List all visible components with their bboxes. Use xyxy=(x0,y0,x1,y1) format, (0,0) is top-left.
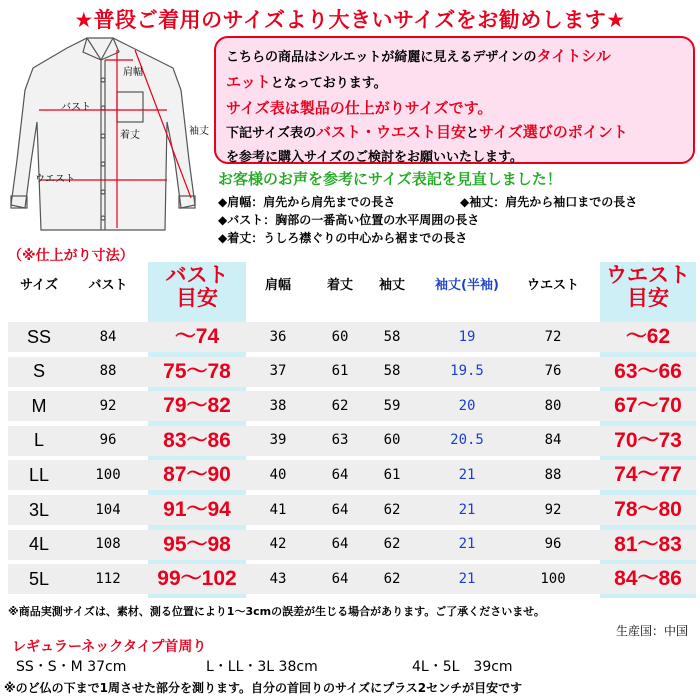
label-sleeve: 袖丈 xyxy=(189,126,209,137)
cell-size: 4L xyxy=(28,534,50,555)
cell-bust-guide: 91～94 xyxy=(163,498,231,521)
cell-size: SS xyxy=(26,326,51,347)
cell-waist-guide: ～62 xyxy=(625,325,671,348)
definition-shoulder: ◆肩幅：肩先から肩先までの長さ xyxy=(218,195,396,209)
cell-sleeve: 61 xyxy=(383,466,401,483)
cell-waist: 88 xyxy=(544,466,562,483)
cell-shoulder: 39 xyxy=(269,432,287,449)
cell-bust: 104 xyxy=(95,501,121,518)
neck-size-title: レギュラーネックタイプ首周り xyxy=(12,639,207,655)
cell-length: 64 xyxy=(331,536,349,553)
cell-bust: 112 xyxy=(95,570,121,587)
header-length: 着丈 xyxy=(326,278,353,293)
notice-text: と xyxy=(465,126,479,141)
notice-text: となっております。 xyxy=(270,76,387,91)
label-bust: バスト xyxy=(61,102,91,113)
notice-line-4 xyxy=(226,120,683,146)
cell-waist: 92 xyxy=(544,501,562,518)
notice-highlight: エット xyxy=(226,73,271,91)
cell-length: 60 xyxy=(331,328,349,345)
cell-size: 3L xyxy=(28,499,50,520)
cell-shoulder: 36 xyxy=(269,328,287,345)
label-shoulder: 肩幅 xyxy=(123,67,143,78)
header-sleeve-short: 袖丈(半袖) xyxy=(435,278,499,293)
header-size: サイズ xyxy=(20,278,58,293)
cell-shoulder: 43 xyxy=(269,570,287,587)
cell-length: 64 xyxy=(331,501,349,518)
cell-sleeve-short: 21 xyxy=(458,570,476,587)
cell-bust-guide: 79～82 xyxy=(163,394,231,418)
definition-length: ◆着丈：うしろ襟ぐりの中心から裾までの長さ xyxy=(218,231,468,245)
header-bust-guide: バスト 目安 xyxy=(165,263,229,310)
cell-shoulder: 40 xyxy=(269,466,287,483)
cell-bust: 88 xyxy=(99,363,117,380)
cell-length: 63 xyxy=(331,432,349,449)
finish-size-label: （※仕上がり寸法） xyxy=(8,248,134,264)
cell-sleeve-short: 21 xyxy=(458,466,476,483)
notice-highlight: バスト・ウエスト目安 xyxy=(315,123,466,141)
cell-waist: 100 xyxy=(540,570,566,587)
cell-length: 61 xyxy=(331,363,349,380)
cell-waist: 96 xyxy=(544,536,562,553)
notice-line-5: を参考に購入サイズのご検討をお願いいたします。 xyxy=(226,150,523,165)
cell-sleeve: 62 xyxy=(383,536,401,553)
neck-size-small: SS・S・M 37cm xyxy=(16,659,127,675)
cell-length: 62 xyxy=(331,397,349,414)
cell-size: S xyxy=(32,361,45,382)
cell-shoulder: 41 xyxy=(269,501,287,518)
measurement-footnote: ※商品実測サイズは、素材、測る位置により1～3cmの誤差が生じる場合があります。ご了承くださいませ。 xyxy=(8,605,545,618)
cell-sleeve: 58 xyxy=(383,328,401,345)
cell-sleeve: 62 xyxy=(383,501,401,518)
notice-text: 下記サイズ表の xyxy=(226,126,316,141)
cell-bust: 96 xyxy=(99,432,117,449)
cell-waist-guide: 74～77 xyxy=(614,463,682,487)
cell-waist: 76 xyxy=(544,363,562,380)
cell-bust: 108 xyxy=(95,536,121,553)
cell-waist-guide: 70～73 xyxy=(614,428,682,452)
cell-sleeve: 58 xyxy=(383,363,401,380)
cell-bust-guide: 87～90 xyxy=(163,463,231,487)
label-waist: ウエスト xyxy=(35,174,75,185)
shirt-diagram xyxy=(5,30,217,240)
cell-size: L xyxy=(33,430,44,451)
definition-bust: ◆バスト：胸部の一番高い位置の水平周囲の長さ xyxy=(218,213,480,227)
cell-length: 64 xyxy=(331,466,349,483)
cell-bust-guide: 83～86 xyxy=(163,428,231,452)
cell-shoulder: 42 xyxy=(269,536,287,553)
cell-shoulder: 38 xyxy=(269,397,287,414)
definition-sleeve: ◆袖丈：肩先から袖口までの長さ xyxy=(460,195,638,209)
label-length: 着丈 xyxy=(120,130,140,141)
cell-sleeve-short: 19.5 xyxy=(450,363,484,380)
notice-highlight: サイズ選びのポイント xyxy=(479,123,628,141)
cell-bust-guide: ～74 xyxy=(174,325,220,348)
cell-waist-guide: 84～86 xyxy=(614,567,682,591)
cell-size: LL xyxy=(28,464,50,485)
cell-sleeve-short: 19 xyxy=(458,328,476,345)
cell-shoulder: 37 xyxy=(269,363,287,380)
notice-box xyxy=(214,36,695,164)
cell-sleeve-short: 21 xyxy=(458,501,476,518)
cell-size: M xyxy=(31,395,47,416)
cell-waist-guide: 63～66 xyxy=(614,359,682,383)
notice-line-3: サイズ表は製品の仕上がりサイズです。 xyxy=(226,99,493,117)
notice-line-2 xyxy=(226,70,683,96)
cell-bust: 100 xyxy=(95,466,121,483)
cell-sleeve: 59 xyxy=(383,397,401,414)
header-bust: バスト xyxy=(88,278,128,293)
cell-waist-guide: 78～80 xyxy=(614,498,682,521)
header-waist-guide: ウエスト 目安 xyxy=(606,263,690,310)
cell-sleeve-short: 20 xyxy=(458,397,476,414)
notice-highlight: タイトシル xyxy=(536,47,611,65)
header-shoulder: 肩幅 xyxy=(264,278,291,293)
cell-waist: 72 xyxy=(544,328,562,345)
cell-bust-guide: 75～78 xyxy=(163,359,231,383)
cell-waist: 84 xyxy=(544,432,562,449)
cell-size: 5L xyxy=(28,568,50,589)
cell-bust-guide: 99～102 xyxy=(157,567,237,591)
cell-waist-guide: 67～70 xyxy=(614,394,682,418)
origin-country: 生産国：中国 xyxy=(615,624,688,638)
cell-waist: 80 xyxy=(544,397,562,414)
cell-sleeve-short: 20.5 xyxy=(450,432,484,449)
notice-line-1 xyxy=(226,44,683,70)
neck-size-large: 4L・5L 39cm xyxy=(412,659,513,675)
neck-measure-note: ※のど仏の下まで1周させた部分を測ります。自分の首回りのサイズにプラス2センチが目安です xyxy=(4,681,523,695)
cell-bust-guide: 95～98 xyxy=(163,532,231,556)
cell-length: 64 xyxy=(331,570,349,587)
cell-sleeve-short: 21 xyxy=(458,536,476,553)
cell-waist-guide: 81～83 xyxy=(614,532,682,556)
cell-sleeve: 60 xyxy=(383,432,401,449)
voice-message: お客様のお声を参考にサイズ表記を見直しました！ xyxy=(218,170,562,188)
cell-sleeve: 62 xyxy=(383,570,401,587)
cell-bust: 92 xyxy=(99,397,117,414)
cell-bust: 84 xyxy=(99,328,117,345)
neck-size-medium: L・LL・3L 38cm xyxy=(206,659,318,675)
notice-text: こちらの商品はシルエットが綺麗に見えるデザインの xyxy=(226,50,537,65)
size-table xyxy=(8,262,696,600)
header-waist: ウエスト xyxy=(526,278,579,293)
header-sleeve: 袖丈 xyxy=(378,278,405,293)
headline: ★普段ご着用のサイズより大きいサイズをお勧めします★ xyxy=(74,8,626,32)
shirt-illustration xyxy=(5,30,217,240)
